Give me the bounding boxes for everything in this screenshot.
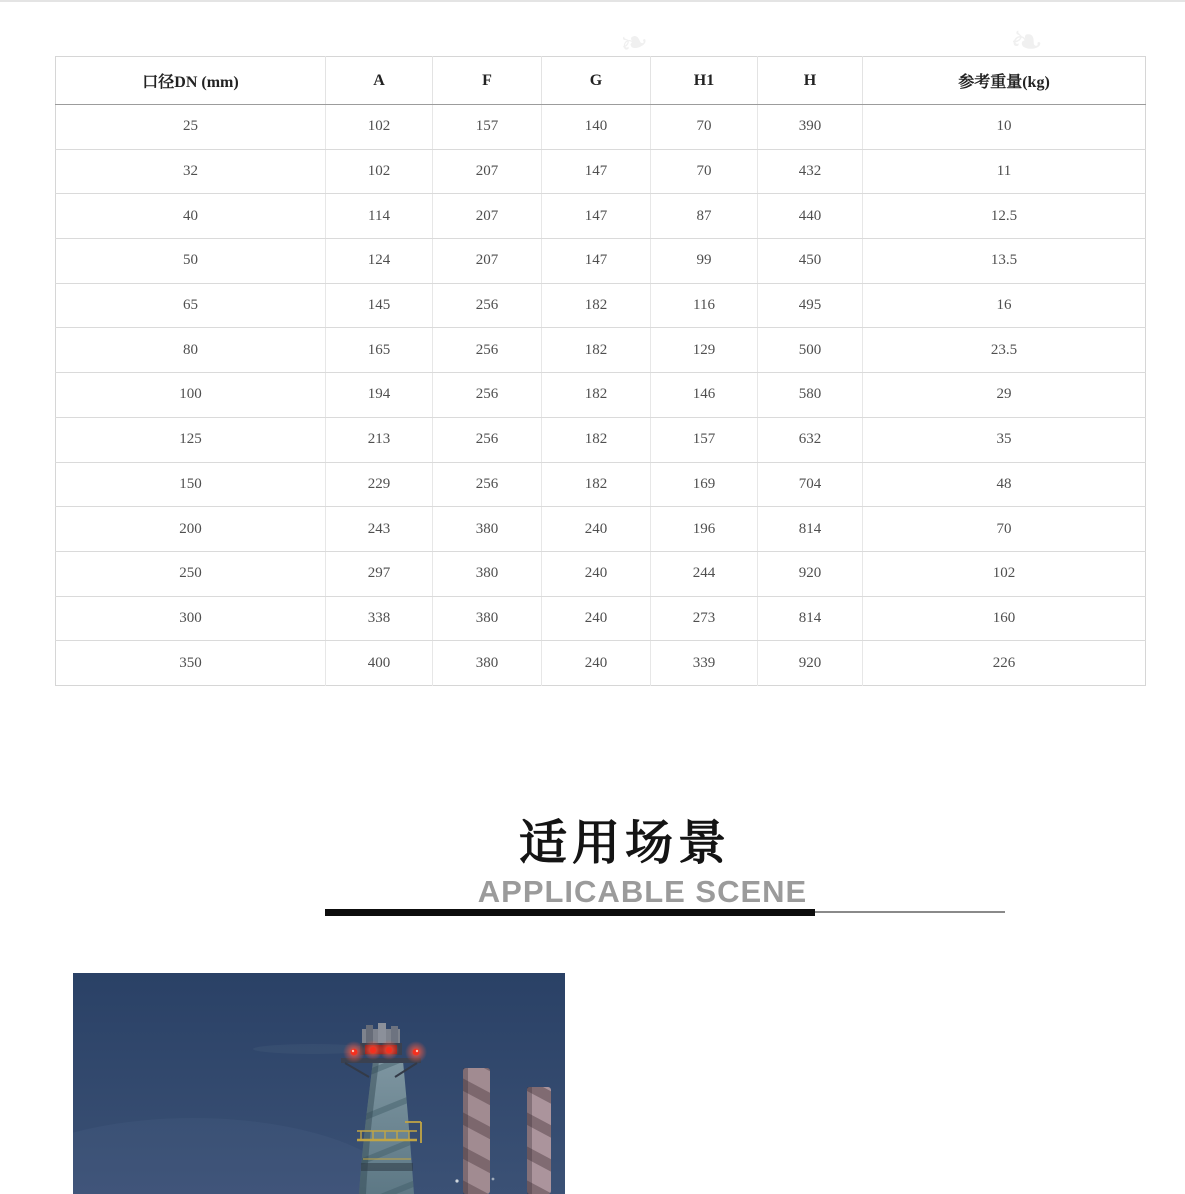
table-cell: 256 — [433, 462, 542, 507]
table-cell: 48 — [863, 462, 1146, 507]
table-cell: 182 — [542, 462, 651, 507]
table-cell: 100 — [56, 373, 326, 418]
table-cell: 450 — [758, 239, 863, 284]
table-cell: 157 — [433, 105, 542, 150]
column-header: 参考重量(kg) — [863, 57, 1146, 105]
table-cell: 244 — [651, 551, 758, 596]
table-cell: 297 — [326, 551, 433, 596]
table-cell: 99 — [651, 239, 758, 284]
table-cell: 145 — [326, 283, 433, 328]
table-cell: 380 — [433, 641, 542, 686]
table-cell: 250 — [56, 551, 326, 596]
table-row — [56, 283, 1146, 328]
table-cell: 102 — [863, 551, 1146, 596]
table-cell: 920 — [758, 641, 863, 686]
table-cell: 632 — [758, 417, 863, 462]
applicable-scene-photo — [73, 973, 565, 1194]
table-cell: 256 — [433, 417, 542, 462]
table-cell: 182 — [542, 417, 651, 462]
table-cell: 200 — [56, 507, 326, 552]
table-cell: 12.5 — [863, 194, 1146, 239]
table-cell: 207 — [433, 194, 542, 239]
table-cell: 256 — [433, 373, 542, 418]
table-cell: 240 — [542, 551, 651, 596]
table-cell: 213 — [326, 417, 433, 462]
table-cell: 338 — [326, 596, 433, 641]
table-cell: 300 — [56, 596, 326, 641]
table-cell: 124 — [326, 239, 433, 284]
table-row — [56, 641, 1146, 686]
table-cell: 704 — [758, 462, 863, 507]
table-cell: 102 — [326, 105, 433, 150]
table-cell: 240 — [542, 596, 651, 641]
table-cell: 146 — [651, 373, 758, 418]
table-row — [56, 507, 1146, 552]
table-cell: 400 — [326, 641, 433, 686]
table-cell: 380 — [433, 507, 542, 552]
table-cell: 380 — [433, 596, 542, 641]
table-cell: 87 — [651, 194, 758, 239]
column-header: G — [542, 57, 651, 105]
table-cell: 339 — [651, 641, 758, 686]
table-cell: 25 — [56, 105, 326, 150]
table-cell: 150 — [56, 462, 326, 507]
section-subtitle: APPLICABLE SCENE — [477, 874, 808, 909]
table-cell: 29 — [863, 373, 1146, 418]
table-cell: 125 — [56, 417, 326, 462]
table-cell: 440 — [758, 194, 863, 239]
valve-dimensions-table — [55, 56, 1146, 686]
table-cell: 129 — [651, 328, 758, 373]
column-header: 口径DN (mm) — [56, 57, 326, 105]
table-row — [56, 194, 1146, 239]
table-cell: 207 — [433, 149, 542, 194]
faint-watermark: ❧ — [1006, 17, 1048, 67]
table-cell: 207 — [433, 239, 542, 284]
underline-thick-black — [325, 909, 815, 916]
table-cell: 390 — [758, 105, 863, 150]
table-cell: 194 — [326, 373, 433, 418]
column-header: H1 — [651, 57, 758, 105]
table-cell: 23.5 — [863, 328, 1146, 373]
table-cell: 814 — [758, 507, 863, 552]
table-cell: 114 — [326, 194, 433, 239]
table-cell: 814 — [758, 596, 863, 641]
table-cell: 70 — [863, 507, 1146, 552]
table-header-row — [56, 57, 1146, 105]
column-header: A — [326, 57, 433, 105]
table-cell: 13.5 — [863, 239, 1146, 284]
table-cell: 182 — [542, 283, 651, 328]
table-cell: 10 — [863, 105, 1146, 150]
column-header: F — [433, 57, 542, 105]
table-cell: 147 — [542, 239, 651, 284]
table-cell: 380 — [433, 551, 542, 596]
table-row — [56, 462, 1146, 507]
table-cell: 35 — [863, 417, 1146, 462]
table-row — [56, 417, 1146, 462]
table-cell: 182 — [542, 328, 651, 373]
section-title: 适用场景 — [518, 817, 731, 870]
table-cell: 240 — [542, 507, 651, 552]
table-cell: 273 — [651, 596, 758, 641]
table-cell: 226 — [992, 654, 1016, 671]
industrial-chimneys-illustration — [73, 973, 565, 1194]
table-cell: 243 — [326, 507, 433, 552]
table-cell: 80 — [56, 328, 326, 373]
table-cell: 32 — [56, 149, 326, 194]
table-row — [56, 149, 1146, 194]
table-cell: 116 — [651, 283, 758, 328]
table-cell: 196 — [651, 507, 758, 552]
table-cell: 920 — [758, 551, 863, 596]
table-row — [56, 105, 1146, 150]
table-row — [56, 596, 1146, 641]
section-underline — [325, 908, 1005, 918]
table-cell: 40 — [56, 194, 326, 239]
spiral-chimney-far — [527, 1087, 551, 1194]
column-header: H — [758, 57, 863, 105]
table-cell: 182 — [542, 373, 651, 418]
table-cell: 169 — [651, 462, 758, 507]
table-cell: 140 — [542, 105, 651, 150]
table-cell: 70 — [651, 149, 758, 194]
table-cell: 500 — [758, 328, 863, 373]
table-row — [56, 239, 1146, 284]
table-cell: 11 — [863, 149, 1146, 194]
table-cell: 240 — [542, 641, 651, 686]
faint-watermark: ❧ — [616, 21, 653, 65]
table-cell: 147 — [542, 194, 651, 239]
table-cell: 147 — [542, 149, 651, 194]
table-cell: 16 — [863, 283, 1146, 328]
table-row — [56, 373, 1146, 418]
table-cell: 70 — [651, 105, 758, 150]
table-cell: 102 — [326, 149, 433, 194]
table-cell: 160 — [863, 596, 1146, 641]
table-row — [56, 551, 1146, 596]
table-cell: 165 — [326, 328, 433, 373]
table-cell: 432 — [758, 149, 863, 194]
page-top-divider — [0, 0, 1185, 2]
table-cell: 50 — [56, 239, 326, 284]
table-cell: 256 — [433, 328, 542, 373]
table-cell: 495 — [758, 283, 863, 328]
table-cell: 580 — [758, 373, 863, 418]
table-row — [56, 328, 1146, 373]
table-cell: 350 — [56, 641, 326, 686]
table-cell: 229 — [326, 462, 433, 507]
table-cell: 157 — [651, 417, 758, 462]
table-cell: 256 — [433, 283, 542, 328]
table-cell: 65 — [56, 283, 326, 328]
